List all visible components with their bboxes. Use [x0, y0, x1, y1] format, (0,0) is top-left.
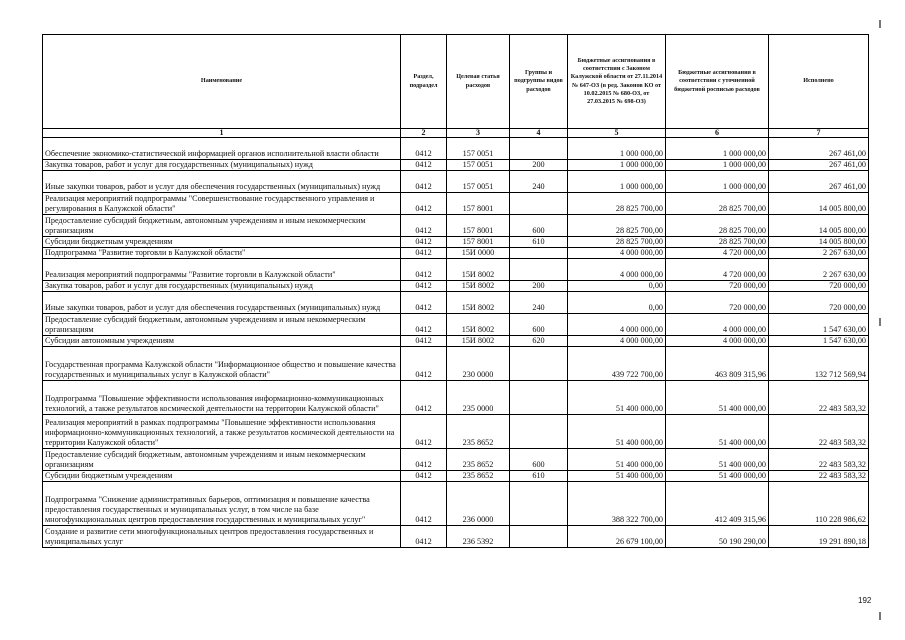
row-group: 200 [510, 281, 568, 292]
row-law-allocation: 51 400 000,00 [568, 449, 666, 471]
table-row [43, 237, 869, 248]
row-group [510, 248, 568, 259]
column-number: 6 [666, 129, 769, 138]
row-name: Закупка товаров, работ и услуг для государственных (муниципальных) нужд [43, 160, 401, 171]
header-group: Группы и подгруппы видов расходов [510, 35, 568, 129]
column-number: 4 [510, 129, 568, 138]
table-row [43, 449, 869, 471]
row-executed: 14 005 800,00 [769, 215, 869, 237]
row-group: 240 [510, 171, 568, 193]
row-name: Подпрограмма "Повышение эффективности использования информационно-коммуникационных технологий, а также результатов космической деятельности на территории Калужской области" [43, 381, 401, 415]
row-roster-allocation: 463 809 315,96 [666, 347, 769, 381]
scan-mark [879, 318, 881, 326]
row-group: 600 [510, 215, 568, 237]
row-section: 0412 [401, 314, 447, 336]
row-group [510, 415, 568, 449]
row-law-allocation: 388 322 700,00 [568, 482, 666, 526]
table-row [43, 526, 869, 548]
row-section: 0412 [401, 160, 447, 171]
row-law-allocation: 0,00 [568, 292, 666, 314]
column-number: 1 [43, 129, 401, 138]
row-group [510, 347, 568, 381]
row-law-allocation: 28 825 700,00 [568, 215, 666, 237]
row-article: 15И 8002 [447, 259, 510, 281]
row-roster-allocation: 412 409 315,96 [666, 482, 769, 526]
row-executed: 2 267 630,00 [769, 259, 869, 281]
table-row [43, 138, 869, 160]
row-section: 0412 [401, 415, 447, 449]
row-name: Иные закупки товаров, работ и услуг для обеспечения государственных (муниципальных) нужд [43, 292, 401, 314]
row-roster-allocation: 1 000 000,00 [666, 171, 769, 193]
header-name: Наименование [43, 35, 401, 129]
row-roster-allocation: 1 000 000,00 [666, 138, 769, 160]
row-executed: 14 005 800,00 [769, 237, 869, 248]
row-roster-allocation: 51 400 000,00 [666, 415, 769, 449]
row-executed: 22 483 583,32 [769, 449, 869, 471]
table-row [43, 381, 869, 415]
row-law-allocation: 1 000 000,00 [568, 160, 666, 171]
row-executed: 720 000,00 [769, 292, 869, 314]
page-number: 192 [858, 596, 872, 605]
row-section: 0412 [401, 526, 447, 548]
row-roster-allocation: 4 720 000,00 [666, 259, 769, 281]
column-number: 5 [568, 129, 666, 138]
row-name: Предоставление субсидий бюджетным, автономным учреждениям и иным некоммерческим организациям [43, 314, 401, 336]
row-group [510, 259, 568, 281]
row-article: 236 0000 [447, 482, 510, 526]
row-section: 0412 [401, 347, 447, 381]
table-row [43, 215, 869, 237]
row-article: 157 0051 [447, 171, 510, 193]
header-article: Целевая статья расходов [447, 35, 510, 129]
row-name: Иные закупки товаров, работ и услуг для обеспечения государственных (муниципальных) нужд [43, 171, 401, 193]
row-section: 0412 [401, 259, 447, 281]
row-article: 157 0051 [447, 138, 510, 160]
column-number-row [43, 129, 869, 138]
row-name: Субсидии бюджетным учреждениям [43, 237, 401, 248]
row-group: 610 [510, 237, 568, 248]
row-name: Подпрограмма "Снижение административных барьеров, оптимизация и повышение качества предоставления государственных и муниципальных услуг, в том числе на базе многофункциональных центров предоставления государственных и муниципальных услуг" [43, 482, 401, 526]
row-roster-allocation: 1 000 000,00 [666, 160, 769, 171]
header-row [43, 35, 869, 129]
row-roster-allocation: 4 000 000,00 [666, 314, 769, 336]
row-section: 0412 [401, 138, 447, 160]
row-article: 235 0000 [447, 381, 510, 415]
table-row [43, 471, 869, 482]
row-roster-allocation: 51 400 000,00 [666, 471, 769, 482]
table-row [43, 336, 869, 347]
row-law-allocation: 28 825 700,00 [568, 193, 666, 215]
row-section: 0412 [401, 248, 447, 259]
row-name: Субсидии автономным учреждениям [43, 336, 401, 347]
table-body [43, 138, 869, 548]
row-name: Подпрограмма "Развитие торговли в Калужской области" [43, 248, 401, 259]
row-name: Субсидии бюджетным учреждениям [43, 471, 401, 482]
row-law-allocation: 28 825 700,00 [568, 237, 666, 248]
row-roster-allocation: 720 000,00 [666, 281, 769, 292]
scan-mark [879, 20, 881, 28]
row-name: Реализация мероприятий подпрограммы "Совершенствование государственного управления и регулирования в Калужской области" [43, 193, 401, 215]
row-group [510, 138, 568, 160]
row-group: 620 [510, 336, 568, 347]
column-number: 7 [769, 129, 869, 138]
row-executed: 267 461,00 [769, 138, 869, 160]
scan-mark [879, 612, 881, 620]
row-article: 235 8652 [447, 415, 510, 449]
row-article: 230 0000 [447, 347, 510, 381]
table-row [43, 259, 869, 281]
row-article: 15И 8002 [447, 292, 510, 314]
row-section: 0412 [401, 215, 447, 237]
table-row [43, 292, 869, 314]
row-roster-allocation: 4 000 000,00 [666, 336, 769, 347]
header-roster-allocations: Бюджетные ассигнования в соответствии с уточненной бюджетной росписью расходов [666, 35, 769, 129]
budget-table [42, 34, 869, 548]
row-roster-allocation: 4 720 000,00 [666, 248, 769, 259]
table-row [43, 482, 869, 526]
row-law-allocation: 4 000 000,00 [568, 259, 666, 281]
row-article: 157 8001 [447, 237, 510, 248]
table-row [43, 160, 869, 171]
table-row [43, 347, 869, 381]
row-article: 236 5392 [447, 526, 510, 548]
row-roster-allocation: 28 825 700,00 [666, 193, 769, 215]
header-executed: Исполнено [769, 35, 869, 129]
row-executed: 720 000,00 [769, 281, 869, 292]
row-section: 0412 [401, 336, 447, 347]
row-name: Государственная программа Калужской области "Информационное общество и повышение качества государственных и муниципальных услуг в Калужской области" [43, 347, 401, 381]
row-roster-allocation: 51 400 000,00 [666, 381, 769, 415]
row-executed: 14 005 800,00 [769, 193, 869, 215]
row-article: 157 8001 [447, 215, 510, 237]
row-article: 157 8001 [447, 193, 510, 215]
row-law-allocation: 0,00 [568, 281, 666, 292]
row-section: 0412 [401, 281, 447, 292]
row-law-allocation: 4 000 000,00 [568, 336, 666, 347]
row-article: 235 8652 [447, 449, 510, 471]
row-group: 200 [510, 160, 568, 171]
row-article: 15И 8002 [447, 336, 510, 347]
row-executed: 2 267 630,00 [769, 248, 869, 259]
row-article: 15И 8002 [447, 314, 510, 336]
row-group [510, 193, 568, 215]
row-group [510, 482, 568, 526]
row-executed: 22 483 583,32 [769, 471, 869, 482]
row-law-allocation: 4 000 000,00 [568, 314, 666, 336]
table-row [43, 248, 869, 259]
header-law-allocations: Бюджетные ассигнования в соответствии с Законом Калужской области от 27.11.2014 № 647-ОЗ (в ред. Законов КО от 10.02.2015 № 680-ОЗ, от 27.03.2015 № 698-ОЗ) [568, 35, 666, 129]
row-section: 0412 [401, 171, 447, 193]
row-group [510, 381, 568, 415]
row-executed: 22 483 583,32 [769, 415, 869, 449]
row-group: 610 [510, 471, 568, 482]
row-executed: 267 461,00 [769, 160, 869, 171]
table-row [43, 193, 869, 215]
row-executed: 132 712 569,94 [769, 347, 869, 381]
row-law-allocation: 51 400 000,00 [568, 381, 666, 415]
row-name: Предоставление субсидий бюджетным, автономным учреждениям и иным некоммерческим организациям [43, 215, 401, 237]
row-article: 235 8652 [447, 471, 510, 482]
row-executed: 19 291 890,18 [769, 526, 869, 548]
column-number: 2 [401, 129, 447, 138]
row-executed: 1 547 630,00 [769, 336, 869, 347]
row-section: 0412 [401, 381, 447, 415]
row-article: 15И 0000 [447, 248, 510, 259]
row-name: Реализация мероприятий подпрограммы "Развитие торговли в Калужской области" [43, 259, 401, 281]
row-section: 0412 [401, 193, 447, 215]
row-executed: 22 483 583,32 [769, 381, 869, 415]
row-law-allocation: 4 000 000,00 [568, 248, 666, 259]
row-section: 0412 [401, 471, 447, 482]
table-row [43, 415, 869, 449]
row-law-allocation: 1 000 000,00 [568, 171, 666, 193]
row-group: 600 [510, 314, 568, 336]
column-number: 3 [447, 129, 510, 138]
row-name: Предоставление субсидий бюджетным, автономным учреждениям и иным некоммерческим организациям [43, 449, 401, 471]
row-roster-allocation: 28 825 700,00 [666, 237, 769, 248]
table-row [43, 281, 869, 292]
table-row [43, 171, 869, 193]
row-law-allocation: 51 400 000,00 [568, 471, 666, 482]
row-name: Создание и развитие сети многофункциональных центров предоставления государственных и муниципальных услуг [43, 526, 401, 548]
row-executed: 110 228 986,62 [769, 482, 869, 526]
row-roster-allocation: 720 000,00 [666, 292, 769, 314]
row-section: 0412 [401, 237, 447, 248]
row-law-allocation: 439 722 700,00 [568, 347, 666, 381]
row-name: Обеспечение экономико-статистической информацией органов исполнительной власти области [43, 138, 401, 160]
row-executed: 1 547 630,00 [769, 314, 869, 336]
row-group [510, 526, 568, 548]
header-section: Раздел, подраздел [401, 35, 447, 129]
row-group: 600 [510, 449, 568, 471]
row-section: 0412 [401, 292, 447, 314]
row-executed: 267 461,00 [769, 171, 869, 193]
row-roster-allocation: 50 190 290,00 [666, 526, 769, 548]
row-roster-allocation: 28 825 700,00 [666, 215, 769, 237]
row-law-allocation: 1 000 000,00 [568, 138, 666, 160]
row-law-allocation: 26 679 100,00 [568, 526, 666, 548]
row-section: 0412 [401, 449, 447, 471]
row-roster-allocation: 51 400 000,00 [666, 449, 769, 471]
row-name: Закупка товаров, работ и услуг для государственных (муниципальных) нужд [43, 281, 401, 292]
table-row [43, 314, 869, 336]
row-group: 240 [510, 292, 568, 314]
row-section: 0412 [401, 482, 447, 526]
row-article: 157 0051 [447, 160, 510, 171]
row-name: Реализация мероприятий в рамках подпрограммы "Повышение эффективности использования информационно-коммуникационных технологий, а также результатов космической деятельности на территории Калужской области" [43, 415, 401, 449]
row-law-allocation: 51 400 000,00 [568, 415, 666, 449]
row-article: 15И 8002 [447, 281, 510, 292]
